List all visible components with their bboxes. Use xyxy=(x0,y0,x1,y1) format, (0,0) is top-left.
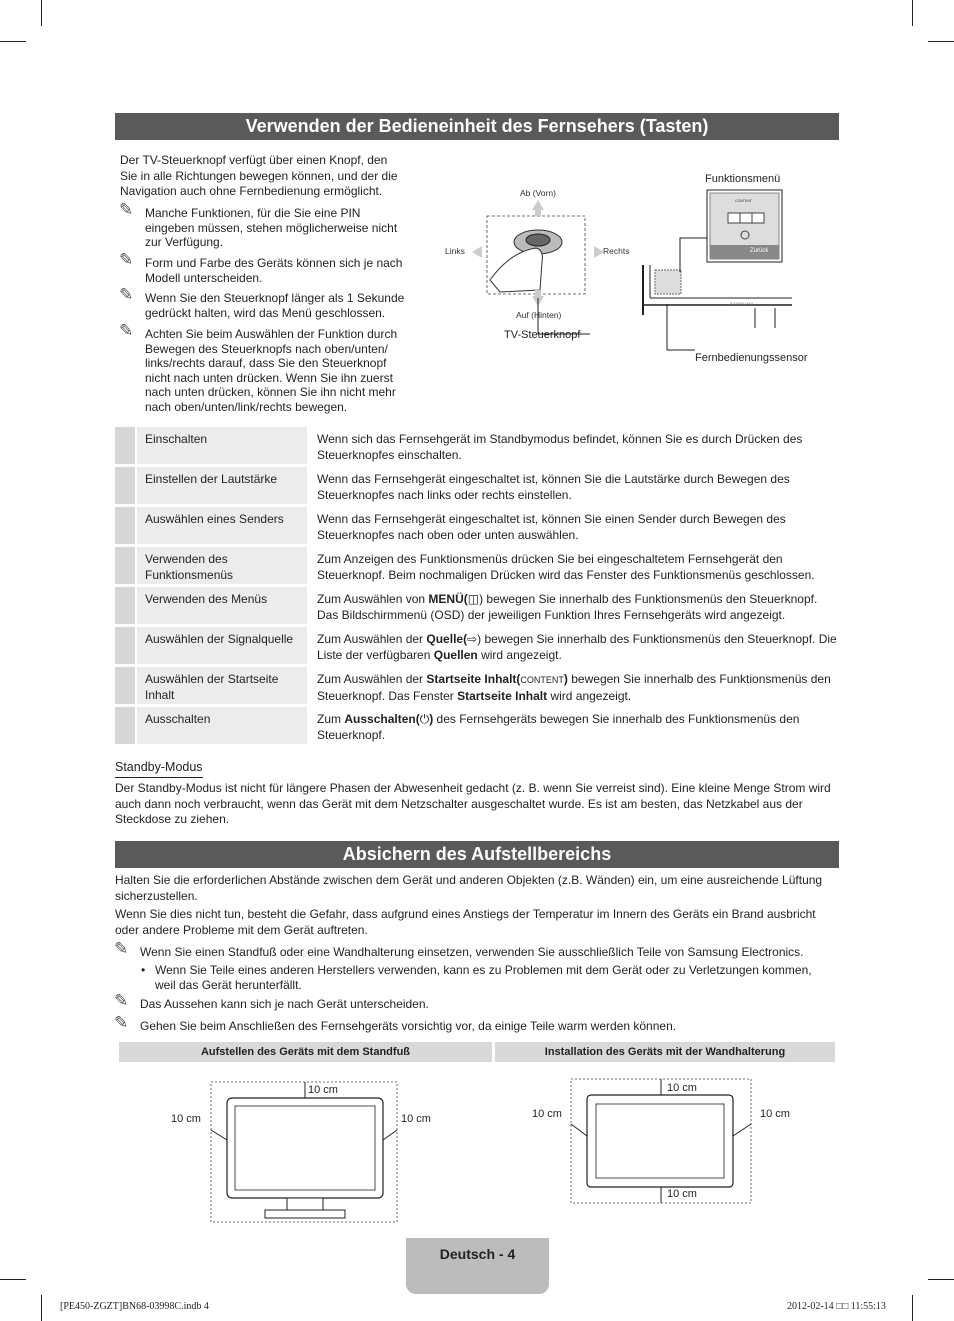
bullet-item: • Wenn Sie Teile eines anderen Herstellers verwenden, kann es zu Problemen mit dem Gerät oder zu Verletzungen kommen, weil das Gerät herunterfällt. xyxy=(141,963,812,992)
distance-bottom: 10 cm xyxy=(667,1188,697,1200)
row-term: Ausschalten xyxy=(137,707,307,744)
note: ✎ Wenn Sie einen Standfuß oder eine Wandhalterung einsetzen, verwenden Sie ausschließlich Teile von Samsung Electronics. xyxy=(114,939,804,959)
section-title: Verwenden der Bedieneinheit des Fernsehers (Tasten) xyxy=(115,113,839,140)
distance-left: 10 cm xyxy=(532,1108,562,1120)
row-term: Verwenden des Funktionsmenüs xyxy=(137,547,307,584)
row-marker xyxy=(115,427,135,464)
crop-mark xyxy=(912,0,913,26)
note: ✎ Das Aussehen kann sich je nach Gerät unterscheiden. xyxy=(114,991,429,1011)
file-slug: [PE450-ZGZT]BN68-03998C.indb 4 xyxy=(60,1301,209,1312)
table-row xyxy=(115,467,839,504)
row-term: Auswählen eines Senders xyxy=(137,507,307,544)
label-menu: Funktionsmenü xyxy=(705,173,781,185)
standby-text: Der Standby-Modus ist nicht für längere Phasen der Abwesenheit gedacht (z. B. wenn Sie verreist sind). Eine kleine Menge Strom wird auch dann noch verbraucht, wenn das Gerät mit dem Netzschalter ausgeschaltet wurde. Es ist am besten, das Netzkabel aus der Steckdose zu ziehen. xyxy=(115,781,831,826)
table-row xyxy=(115,707,839,744)
label-sensor: Fernbedienungssensor xyxy=(695,352,808,364)
crop-mark xyxy=(41,0,42,26)
brand-logo: SAMSUNG xyxy=(730,301,754,306)
note: ✎ Gehen Sie beim Anschließen des Fernsehgeräts vorsichtig vor, da einige Teile warm werden können. xyxy=(114,1013,677,1033)
row-marker xyxy=(115,467,135,504)
label-left: Links xyxy=(445,246,465,256)
row-desc: Zum Anzeigen des Funktionsmenüs drücken Sie bei eingeschaltetem Fernsehgerät den Steuerknopf. Beim nochmaligen Drücken wird das Fenster des Funktionsmenüs geschlossen. xyxy=(317,552,815,582)
label-knob: TV-Steuerknopf xyxy=(504,329,581,341)
pencil-icon: ✎ xyxy=(119,200,134,219)
pencil-icon: ✎ xyxy=(119,250,134,269)
row-marker xyxy=(115,547,135,584)
table-row xyxy=(115,507,839,544)
distance-top: 10 cm xyxy=(667,1082,697,1094)
label-right: Rechts xyxy=(603,246,630,256)
distance-right: 10 cm xyxy=(401,1113,431,1125)
note: ✎ Manche Funktionen, für die Sie eine PIN eingeben müssen, stehen möglicherweise nicht zur Verfügung. xyxy=(119,200,398,249)
function-table xyxy=(115,427,839,747)
wall-install-diagram xyxy=(565,1078,765,1204)
control-knob-diagram xyxy=(440,180,840,380)
pencil-icon: ✎ xyxy=(114,939,129,958)
distance-left: 10 cm xyxy=(171,1113,201,1125)
label-up: Ab (Vorn) xyxy=(520,188,556,198)
row-marker xyxy=(115,667,135,704)
table-row xyxy=(115,547,839,584)
table-row xyxy=(115,427,839,464)
note: ✎ Form und Farbe des Geräts können sich je nach Modell unterscheiden. xyxy=(119,250,403,285)
pencil-icon: ✎ xyxy=(119,321,134,340)
note: ✎ Achten Sie beim Auswählen der Funktion durch Bewegen des Steuerknopfs nach oben/unten/ links/rechts darauf, dass Sie den Steuerknopf nicht nach unten drücken. Wenn Sie ihn zuerst nach unten drücken, können Sie ihn nicht mehr nach oben/unten/link/rechts bewegen. xyxy=(119,321,398,414)
page-number: Deutsch - 4 xyxy=(439,1246,516,1262)
note: ✎ Wenn Sie den Steuerknopf länger als 1 Sekunde gedrückt halten, wird das Menü geschlossen. xyxy=(119,285,405,320)
row-desc: Zum Ausschalten(⏻) des Fernsehgeräts bewegen Sie innerhalb des Funktionsmenüs den Steuerknopf. xyxy=(317,712,800,742)
row-desc: Wenn das Fernsehgerät eingeschaltet ist, können Sie einen Sender durch Bewegen des Steuerknopfes nach oben oder unten auswählen. xyxy=(317,512,786,542)
table-row xyxy=(115,587,839,624)
row-marker xyxy=(115,507,135,544)
distance-top: 10 cm xyxy=(308,1084,338,1096)
date-slug: 2012-02-14 □□ 11:55:13 xyxy=(787,1301,886,1312)
row-desc: Zum Auswählen der Quelle(⇨) bewegen Sie innerhalb des Funktionsmenüs den Steuerknopf. Die Liste der verfügbaren Quellen wird angezeigt. xyxy=(317,632,837,662)
column-header-stand: Aufstellen des Geräts mit dem Standfuß xyxy=(119,1042,492,1062)
label-down: Auf (Hinten) xyxy=(516,310,562,320)
bullet-icon: • xyxy=(141,963,146,977)
crop-mark xyxy=(928,1279,954,1280)
row-marker xyxy=(115,587,135,624)
stand-install-diagram xyxy=(205,1078,405,1228)
intro-text: Der TV-Steuerknopf verfügt über einen Knopf, den Sie in alle Richtungen bewegen können, und der die Navigation auch ohne Fernbedienung ermöglicht. xyxy=(120,153,398,198)
section-title: Absichern des Aufstellbereichs xyxy=(115,841,839,868)
crop-mark xyxy=(0,41,26,42)
standby-heading: Standby-Modus xyxy=(115,760,203,778)
row-term: Einschalten xyxy=(137,427,307,464)
row-term: Auswählen der Startseite Inhalt xyxy=(137,667,307,704)
pencil-icon: ✎ xyxy=(114,991,129,1010)
paragraph: Wenn Sie dies nicht tun, besteht die Gefahr, dass aufgrund eines Anstiegs der Temperatur im Innern des Geräts ein Brand ausbricht oder andere Probleme mit dem Gerät auftreten. xyxy=(115,907,816,937)
menu-icon: ◫ xyxy=(467,592,480,606)
row-term: Einstellen der Lautstärke xyxy=(137,467,307,504)
paragraph: Halten Sie die erforderlichen Abstände zwischen dem Gerät und anderen Objekten (z.B. Wänden) ein, um eine ausreichende Lüftung sicherzustellen. xyxy=(115,873,823,903)
pencil-icon: ✎ xyxy=(114,1013,129,1032)
power-icon: ⏻ xyxy=(419,712,430,726)
row-desc: Wenn sich das Fernsehgerät im Standbymodus befindet, können Sie es durch Drücken des Steuerknopfes einschalten. xyxy=(317,432,803,462)
crop-mark xyxy=(0,1279,26,1280)
source-icon: ⇨ xyxy=(467,632,478,646)
crop-mark xyxy=(912,1295,913,1321)
row-desc: Zum Auswählen der Startseite Inhalt(CONTENT) bewegen Sie innerhalb des Funktionsmenüs den Steuerknopf. Das Fenster Startseite Inhalt wird angezeigt. xyxy=(317,672,831,703)
column-header-wall: Installation des Geräts mit der Wandhalterung xyxy=(495,1042,835,1062)
row-desc: Zum Auswählen von MENÜ(◫) bewegen Sie innerhalb des Funktionsmenüs den Steuerknopf. Das Bildschirmmenü (OSD) der jeweiligen Funktion Ihres Fernsehgeräts wird angezeigt. xyxy=(317,592,818,622)
menu-back-label: Zurück xyxy=(750,248,769,254)
crop-mark xyxy=(928,41,954,42)
table-row xyxy=(115,667,839,704)
row-term: Auswählen der Signalquelle xyxy=(137,627,307,664)
crop-mark xyxy=(41,1295,42,1321)
row-desc: Wenn das Fernsehgerät eingeschaltet ist, können Sie die Lautstärke durch Bewegen des Steuerknopfes nach links oder rechts einstellen. xyxy=(317,472,790,502)
pencil-icon: ✎ xyxy=(119,285,134,304)
row-marker xyxy=(115,707,135,744)
menu-content-label: CONTENT xyxy=(735,199,752,203)
distance-right: 10 cm xyxy=(760,1108,790,1120)
table-row xyxy=(115,627,839,664)
row-term: Verwenden des Menüs xyxy=(137,587,307,624)
row-marker xyxy=(115,627,135,664)
